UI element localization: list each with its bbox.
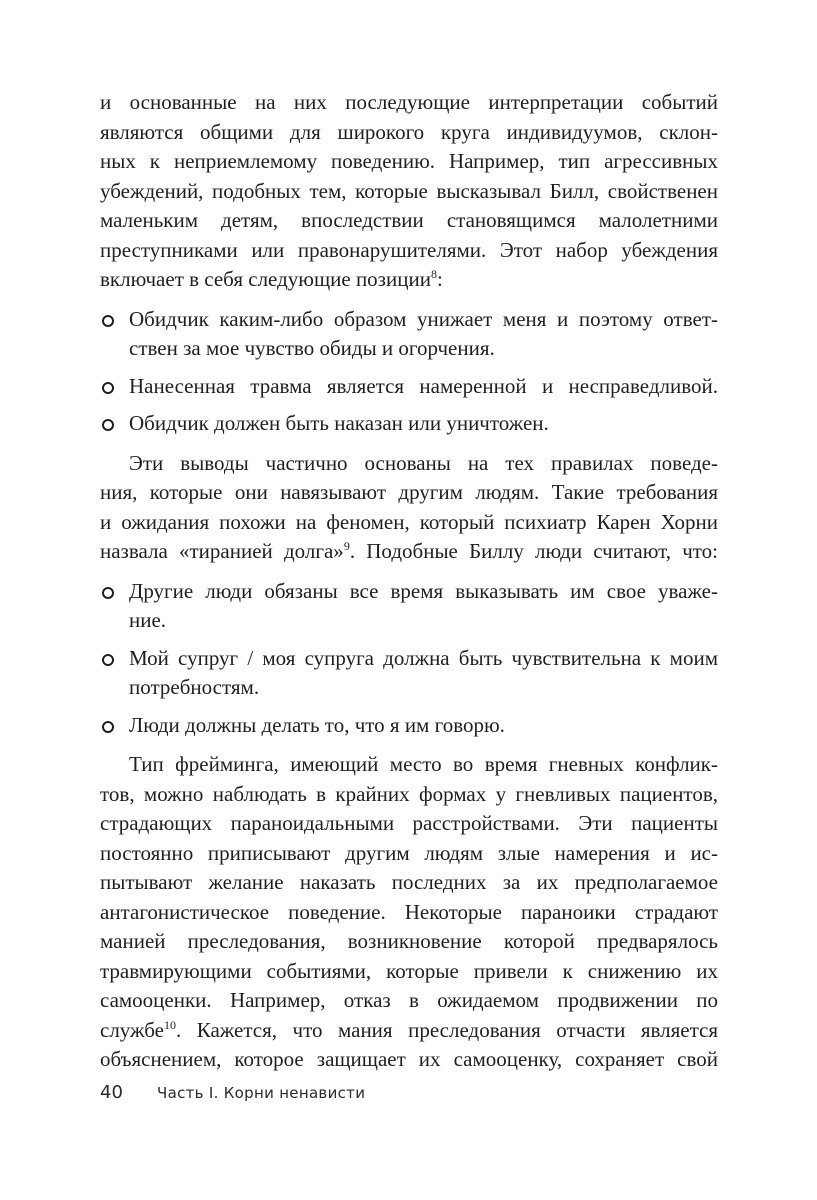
text-segment: назвала «тиранией долга» bbox=[100, 539, 344, 563]
text-line: самооценки. Например, отказ в ожидаемом продвижении по bbox=[100, 988, 718, 1012]
text-line: Эти выводы частично основаны на тех правилах поведе- bbox=[129, 450, 718, 475]
text-line bbox=[100, 305, 718, 335]
text-segment: Обидчик должен быть наказан или уничтожен. bbox=[129, 411, 549, 435]
text-line bbox=[100, 265, 718, 295]
text-segment: Обидчик каким-либо образом унижает меня и поэтому ответ- bbox=[129, 306, 718, 331]
paragraph-2 bbox=[100, 449, 718, 567]
footnote-ref: 8 bbox=[430, 267, 437, 281]
paragraph-3 bbox=[100, 750, 718, 1075]
text-line: и основанные на них последующие интерпретации событий bbox=[100, 90, 718, 114]
text-line bbox=[100, 372, 718, 402]
circle-bullet-icon bbox=[102, 587, 114, 599]
list-item bbox=[100, 644, 718, 703]
text-segment: . Кажется, что мания преследования отчасти является bbox=[175, 1017, 718, 1042]
list-item bbox=[100, 409, 718, 439]
body-text bbox=[100, 88, 718, 1075]
text-line bbox=[100, 409, 718, 439]
text-segment: Мой супруг / моя супруга должна быть чувствительна к моим bbox=[129, 645, 718, 670]
text-line bbox=[100, 644, 718, 674]
list-item bbox=[100, 305, 718, 364]
text-line: потребностям. bbox=[129, 675, 260, 699]
text-segment: включает в себя следующие позиции bbox=[100, 267, 431, 291]
text-line: ных к неприемлемому поведению. Например, тип агрессивных bbox=[100, 149, 718, 173]
text-line bbox=[100, 711, 718, 741]
text-segment: : bbox=[436, 267, 443, 291]
text-line: антагонистическое поведение. Некоторые параноики страдают bbox=[100, 899, 718, 924]
text-line: убеждений, подобных тем, которые высказывал Билл, свойственен bbox=[100, 178, 718, 203]
circle-bullet-icon bbox=[102, 315, 114, 327]
circle-bullet-icon bbox=[102, 721, 114, 733]
text-segment: Нанесенная травма является намеренной и несправедливой. bbox=[129, 373, 718, 398]
circle-bullet-icon bbox=[102, 654, 114, 666]
text-segment: Другие люди обязаны все время выказывать им свое уваже- bbox=[129, 578, 718, 603]
circle-bullet-icon bbox=[102, 419, 114, 431]
text-segment: . Подобные Биллу люди считают, что: bbox=[349, 539, 718, 563]
page-footer bbox=[100, 1082, 718, 1108]
text-line bbox=[100, 1016, 718, 1046]
text-line: пытывают желание наказать последних за их предполагаемое bbox=[100, 870, 718, 894]
page-number: 40 bbox=[100, 1082, 123, 1103]
list-item bbox=[100, 577, 718, 636]
list-item bbox=[100, 711, 718, 741]
text-line: травмирующими событиями, которые привели к снижению их bbox=[100, 958, 718, 983]
text-line: преступниками или правонарушителями. Этот набор убеждения bbox=[100, 237, 718, 262]
text-line bbox=[100, 577, 718, 607]
text-line: Тип фрейминга, имеющий место во время гневных конфлик- bbox=[129, 752, 718, 776]
text-segment: Люди должны делать то, что я им говорю. bbox=[129, 712, 505, 737]
text-line: тов, можно наблюдать в крайних формах у гневливых пациентов, bbox=[100, 781, 718, 806]
text-line: ствен за мое чувство обиды и огорчения. bbox=[129, 336, 495, 360]
bullet-list-2 bbox=[100, 577, 718, 741]
text-line bbox=[100, 537, 718, 567]
text-line: и ожидания похожи на феномен, который психиатр Карен Хорни bbox=[100, 509, 718, 534]
text-segment: службе bbox=[100, 1017, 164, 1042]
footnote-ref: 10 bbox=[163, 1017, 176, 1032]
text-line: ния, которые они навязывают другим людям. Такие требования bbox=[100, 480, 718, 504]
footnote-ref: 9 bbox=[343, 539, 350, 553]
running-head: Часть I. Корни ненависти bbox=[157, 1084, 366, 1102]
bullet-list-1 bbox=[100, 305, 718, 439]
circle-bullet-icon bbox=[102, 382, 114, 394]
text-line: маленьким детям, впоследствии становящимся малолетними bbox=[100, 208, 718, 232]
text-line: ние. bbox=[129, 608, 167, 632]
text-line: постоянно приписывают другим людям злые намерения и ис- bbox=[100, 840, 718, 865]
text-line: являются общими для широкого круга индивидуумов, склон- bbox=[100, 119, 718, 144]
paragraph-1 bbox=[100, 88, 718, 295]
list-item bbox=[100, 372, 718, 402]
text-line: манией преследования, возникновение которой предварялось bbox=[100, 929, 718, 953]
text-line: страдающих параноидальными расстройствами. Эти пациенты bbox=[100, 811, 718, 835]
text-line: объяснением, которое защищает их самооценку, сохраняет свой bbox=[100, 1047, 718, 1071]
